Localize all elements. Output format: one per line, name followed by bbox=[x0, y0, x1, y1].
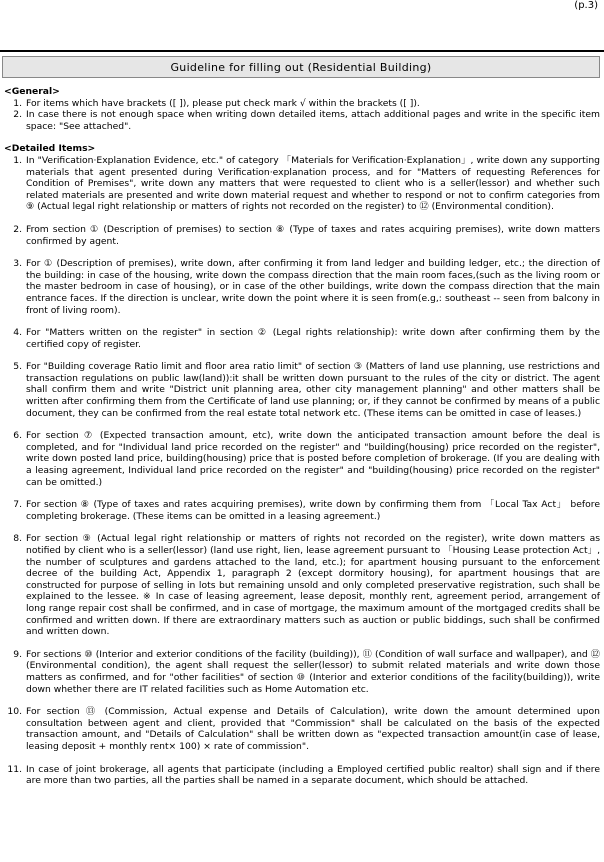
detailed-item bbox=[4, 155, 600, 213]
item-text: For ① (Description of premises), write down, after confirming it from land ledger and building ledger, etc.; the direction of the building: in case of the housing, write down the compass direction that the main room faces,(such as the living room or the master bedroom in case of housing), or in case of the other buildings, write down the compass direction that the main entrance faces. If the direction is unclear, write down the point where it is seen from(e.g,: southeast -- seen from balcony in front of living room). bbox=[26, 258, 600, 316]
item-text: For section ⑧ (Type of taxes and rates acquiring premises), write down by confirming them from 「Local Tax Act」 before completing brokerage. (These items can be omitted in a leasing agreement.) bbox=[26, 499, 600, 522]
document-body bbox=[4, 86, 600, 787]
detailed-item bbox=[4, 327, 600, 350]
item-text: For section ⑬ (Commission, Actual expense and Details of Calculation), write down the amount determined upon consultation between agent and client, provided that "Commission" shall be calculated on the basis of the expected transaction amount, and "Details of Calculation" shall be written down as "expected transaction amount(in case of lease, leasing deposit + monthly rent× 100) × rate of commission". bbox=[26, 706, 600, 752]
detailed-item bbox=[4, 706, 600, 752]
detailed-heading: <Detailed Items> bbox=[4, 143, 96, 155]
detailed-item bbox=[4, 533, 600, 637]
item-text: For items which have brackets ([ ]), please put check mark √ within the brackets ([ ]). bbox=[26, 97, 420, 109]
item-text: For sections ⑩ (Interior and exterior conditions of the facility (building)), ⑪ (Condition of wall surface and wallpaper), and ⑫ (Environmental condition), the agent shall request the seller(lessor) to submit related materials and write down those matters as confirmed, and for "other facilities" of section ⑩ (Interior and exterior conditions of the facility(building)), write down whether there are IT related facilities such as Home Automation etc. bbox=[26, 648, 600, 695]
item-text: For section ⑦ (Expected transaction amount, etc), write down the anticipated transaction amount before the deal is completed, and for "Individual land price recorded on the register" and "building(housing) price recorded on the register", write down posted land price, building(housing) price that is posted before completion of brokerage. (If you are dealing with a leasing agreement, Individual land price recorded on the register" and "building(housing) price recorded on the register" can be omitted.) bbox=[26, 430, 600, 488]
item-text: From section ① (Description of premises) to section ⑧ (Type of taxes and rates acquiring premises), write down matters confirmed by agent. bbox=[26, 223, 600, 247]
general-item bbox=[4, 109, 600, 132]
detailed-item bbox=[4, 764, 600, 787]
item-text: For "Matters written on the register" in section ② (Legal rights relationship): write down after confirming them by the certified copy of register. bbox=[26, 327, 600, 350]
item-number: 2. bbox=[13, 223, 22, 235]
page-title bbox=[2, 56, 600, 78]
item-number: 6. bbox=[13, 430, 22, 442]
page-title-text: Guideline for filling out (Residential Building) bbox=[170, 60, 432, 74]
item-number: 1. bbox=[13, 154, 22, 166]
general-item bbox=[4, 98, 600, 110]
item-number: 11. bbox=[7, 763, 22, 775]
item-number: 1. bbox=[13, 97, 22, 109]
item-number: 4. bbox=[13, 327, 22, 339]
item-text: For section ⑨ (Actual legal right relationship or matters of rights not recorded on the register), write down matters as notified by client who is a seller(lessor) (land use right, lien, lease agreement pursuant to 「Housing Lease protection Act」, the number of sculptures and gardens attached to the land, etc.); for apartment housing pursuant to the enforcement decree of the building Act, Appendix 1, paragraph 2 (except dormitory housing), for apartment housings that are constructed for purpose of selling in lots but remaining unsold and only completed preservative registration, such shall be explained to the lessee. ※ In case of leasing agreement, lease deposit, monthly rent, agreement period, arrangement of long range repair cost shall be confirmed, and in case of mortgage, the maximum amount of the mortgaged credits shall be confirmed and written down. If there are extraordinary matters such as auction or public biddings, such shall be confirmed and written down. bbox=[26, 533, 600, 638]
detailed-item bbox=[4, 430, 600, 488]
item-text: In case of joint brokerage, all agents that participate (including a Employed certified public realtor) shall sign and if there are more than two parties, all the parties shall be named in a separate document, which should be attached. bbox=[26, 763, 600, 787]
item-number: 9. bbox=[13, 648, 22, 660]
item-number: 5. bbox=[13, 361, 22, 373]
general-heading: <General> bbox=[4, 86, 60, 97]
item-text: For "Building coverage Ratio limit and floor area ratio limit" of section ③ (Matters of land use planning, use restrictions and transaction regulations on public law(land)):it shall be written down pursuant to the rules of the city or district. The agent shall confirm them and write "District unit planning area, other city management planning" and other matters shall be written after confirming them from the Certificate of land use planning; or, if they cannot be confirmed by means of a public document, they can be confirmed from the real estate total network etc. (These items can be omitted in case of leases.) bbox=[26, 361, 600, 419]
detailed-item bbox=[4, 649, 600, 695]
detailed-item bbox=[4, 361, 600, 419]
detailed-item bbox=[4, 224, 600, 247]
item-number: 8. bbox=[13, 533, 22, 545]
item-number: 7. bbox=[13, 499, 22, 511]
page-number: (p.3) bbox=[574, 0, 598, 11]
top-divider bbox=[0, 50, 604, 52]
item-number: 3. bbox=[13, 258, 22, 270]
detailed-item bbox=[4, 499, 600, 522]
detailed-item bbox=[4, 258, 600, 316]
item-number: 10. bbox=[7, 706, 22, 718]
item-text: In "Verification·Explanation Evidence, etc." of category 「Materials for Verification·Explanation」, write down any supporting materials that agent presented during Verification·explanation process, and for "Matters of requesting References for Condition of Premises", write down any matters that were requested to client who is a seller(lessor) and whether such related materials are presented and write down material request and whether to respond or not to confirm categories from ⑨ (Actual legal right relationship or matters of rights not recorded on the register) to ⑫ (Environmental condition). bbox=[26, 154, 600, 213]
item-number: 2. bbox=[13, 109, 22, 121]
item-text: In case there is not enough space when writing down detailed items, attach additional pages and write in the specific item space: "See attached". bbox=[26, 109, 600, 132]
